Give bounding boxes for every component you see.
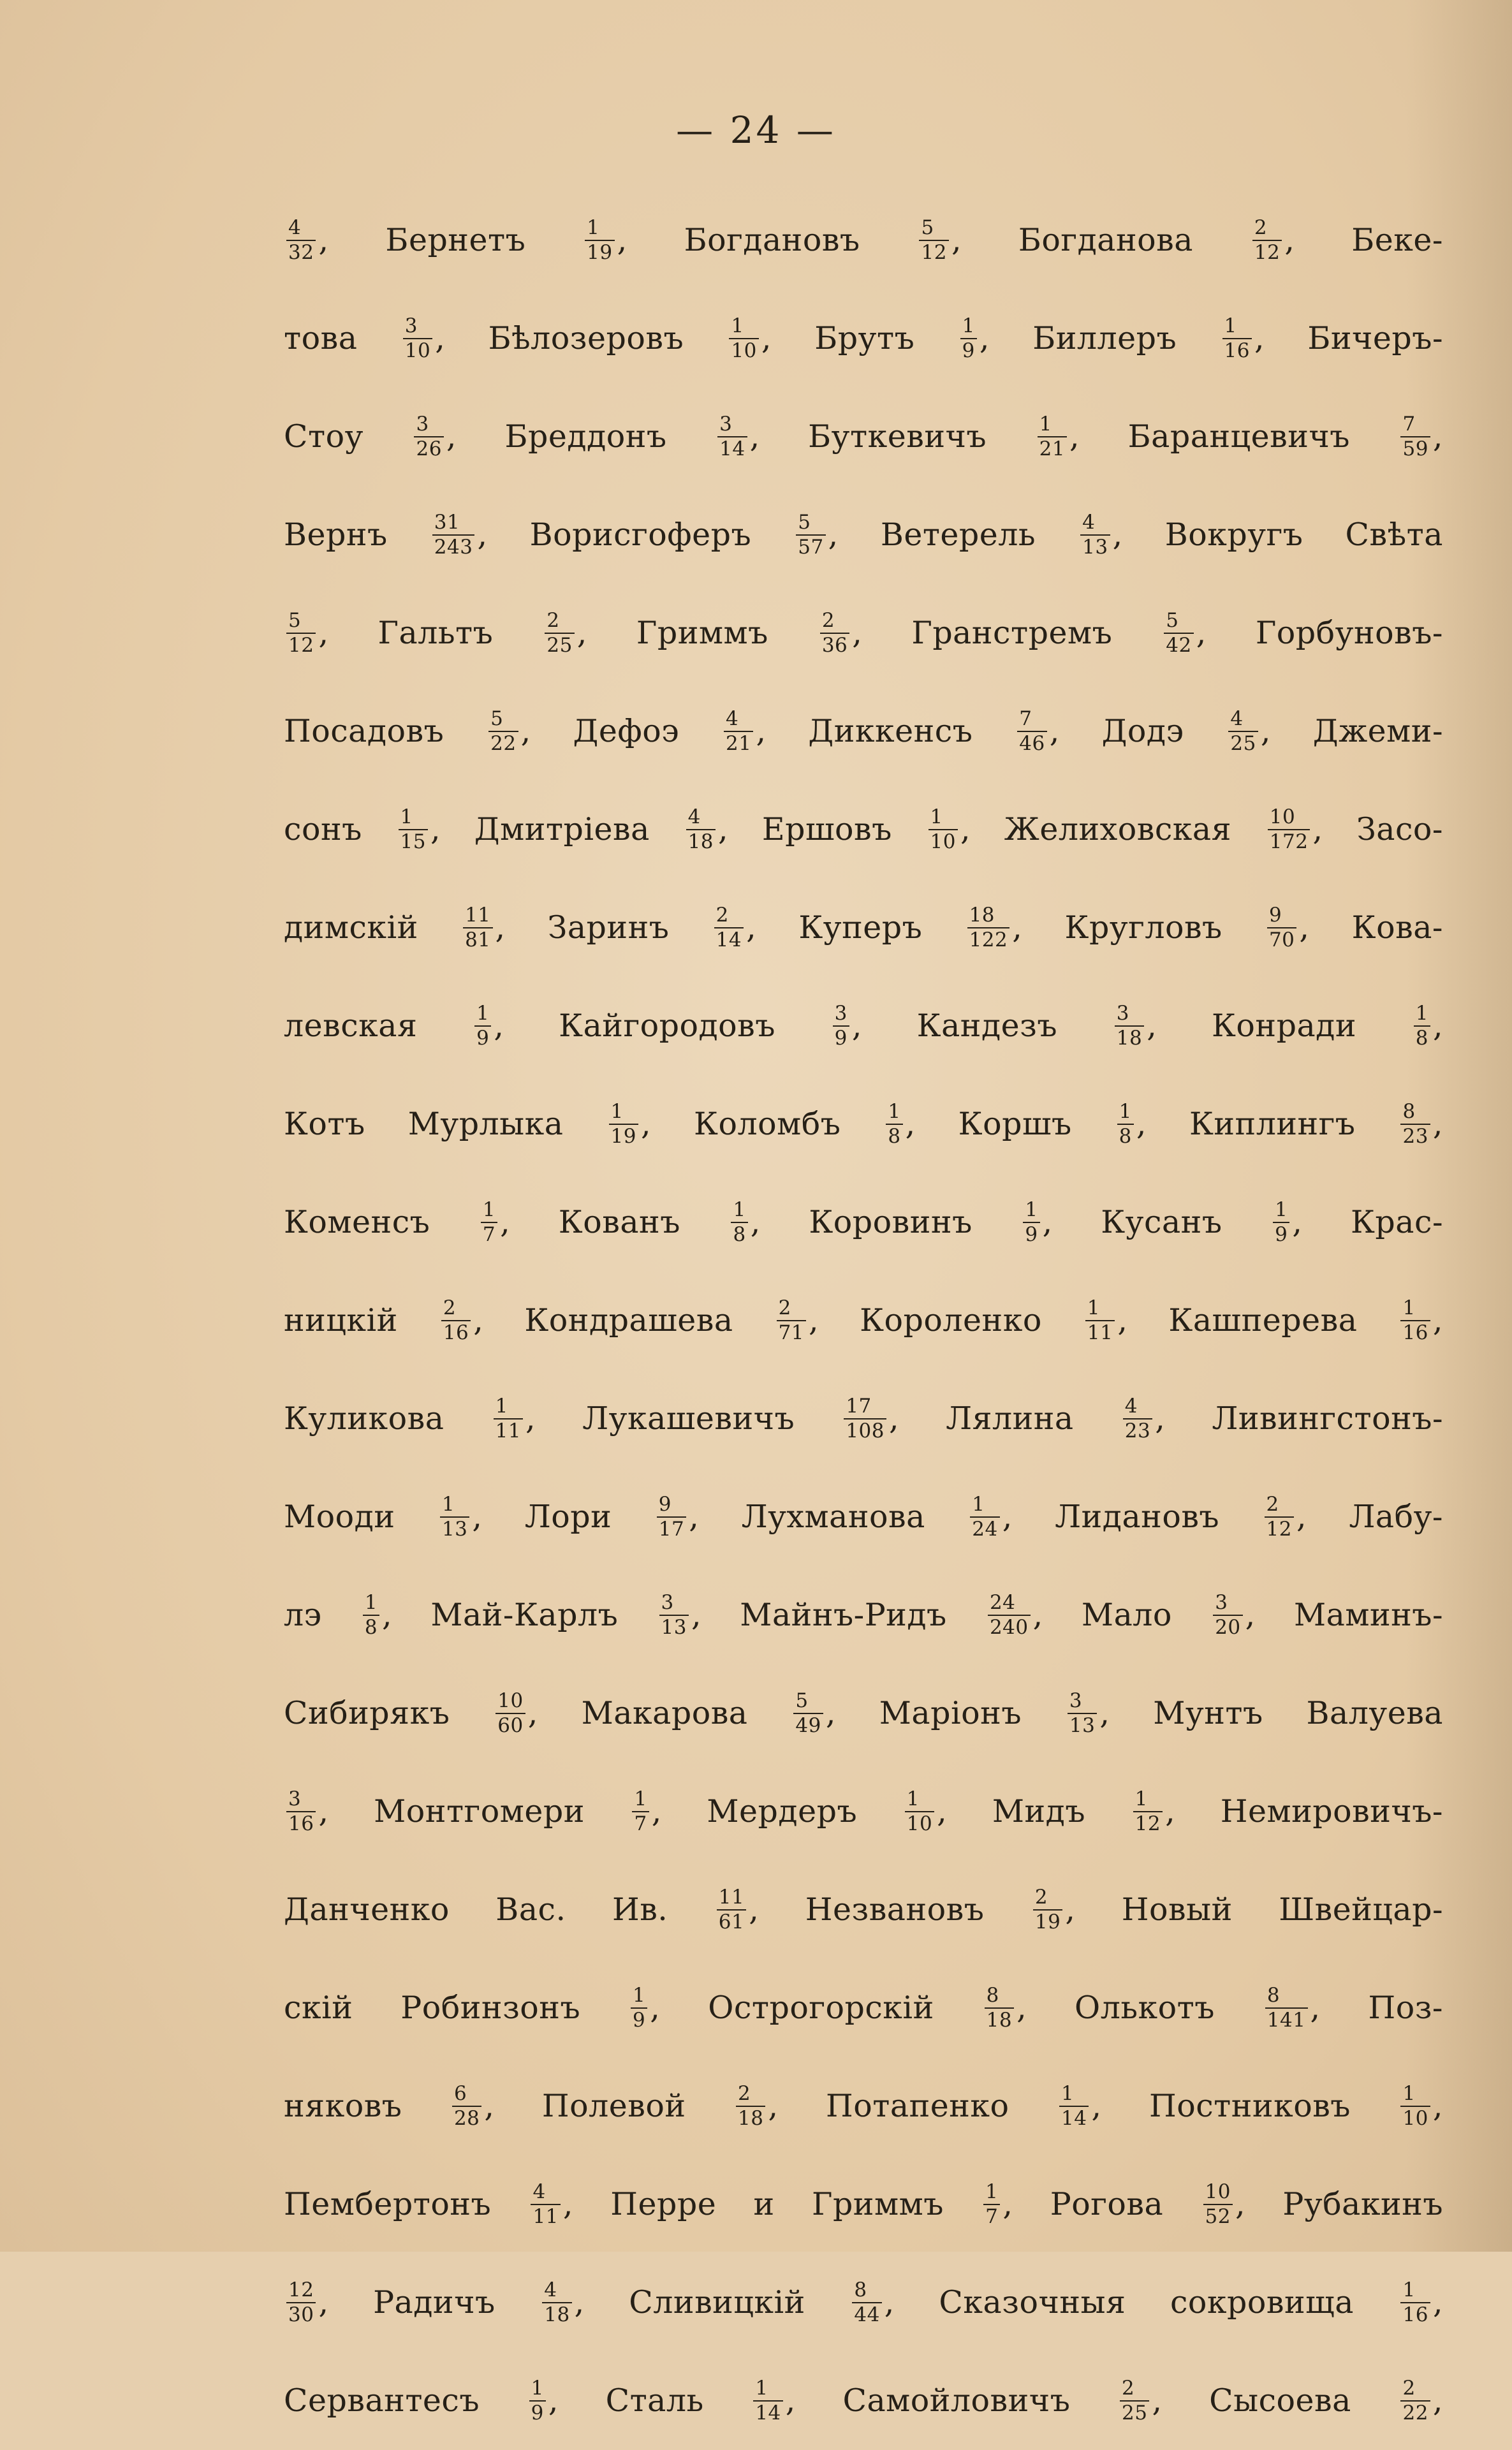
fraction-numerator: 8 [1265, 1986, 1308, 2009]
fraction-numerator: 1 [1038, 414, 1067, 437]
text-line: сонъ $\frac{1}{15}$ , Дмитріева $\frac{4}{18}$ , Ершовъ $\frac{1}{10}$ , Желиховская $\frac{10}{172}$ , Засо- [284, 805, 1443, 853]
text-line: Стоу $\frac{3}{26}$ , Бреддонъ $\frac{3}{14}$ , Буткевичъ $\frac{1}{21}$ , Баранцевичъ $\frac{7}{59}$ , [284, 412, 1443, 460]
text-line: лэ $\frac{1}{8}$ , Май-Карлъ $\frac{3}{13}$ , Майнъ-Ридъ $\frac{24}{240}$ , Мало $\frac{3}{20}$ , Маминъ- [284, 1590, 1444, 1639]
fraction-denominator: 22 [1402, 2401, 1428, 2424]
fraction-denominator: 108 [846, 1419, 884, 1442]
fraction [985, 1983, 1014, 2032]
fraction-denominator: 52 [1205, 2204, 1231, 2228]
fraction-numerator: 1 [1059, 2084, 1089, 2107]
fraction-numerator: 1 [1117, 1102, 1134, 1125]
fraction-denominator: 44 [854, 2303, 880, 2326]
fraction-denominator: 81 [465, 928, 491, 951]
fraction [717, 1885, 746, 1933]
text-line: Куликова $\frac{1}{11}$ , Лукашевичъ $\frac{17}{108}$ , Лялина $\frac{4}{23}$ , Ливингстонъ- [284, 1394, 1444, 1442]
fraction-denominator: 16 [443, 1321, 469, 1344]
fraction [1400, 1298, 1430, 1343]
fraction-denominator: 8 [733, 1222, 746, 1246]
fraction-denominator: 141 [1266, 2008, 1306, 2032]
fraction-denominator: 22 [490, 731, 517, 755]
fraction-denominator: 23 [1124, 1419, 1151, 1442]
fraction-numerator: 4 [686, 807, 716, 830]
fraction [1265, 1983, 1308, 2032]
fraction-denominator: 243 [434, 535, 473, 559]
fraction-numerator: 1 [753, 2379, 782, 2402]
text-line: Сервантесъ $\frac{1}{9}$ , Сталь $\frac{1}{14}$ , Самойловичъ $\frac{2}{25}$ , Сысоева $\frac{2}{22}$ , [284, 2376, 1443, 2424]
fraction [919, 218, 948, 263]
fraction-numerator: 3 [286, 1789, 316, 1812]
fraction-denominator: 9 [476, 1026, 490, 1050]
fraction-numerator: 7 [1400, 414, 1430, 437]
fraction-numerator: 1 [399, 807, 428, 830]
fraction-denominator: 9 [633, 2008, 646, 2032]
fraction-denominator: 60 [497, 1713, 524, 1737]
fraction-denominator: 32 [288, 240, 314, 264]
fraction-numerator: 31 [432, 513, 475, 536]
fraction [1164, 608, 1193, 657]
fraction-denominator: 20 [1215, 1615, 1241, 1639]
fraction-denominator: 28 [453, 2106, 480, 2130]
fraction-numerator: 18 [967, 906, 1010, 928]
text-line: левская $\frac{1}{9}$ , Кайгородовъ $\frac{3}{9}$ , Кандезъ $\frac{3}{18}$ , Конради $\frac{1}{8}$ , [284, 1001, 1444, 1050]
fraction-numerator: 10 [495, 1691, 525, 1714]
fraction-denominator: 21 [726, 731, 752, 755]
fraction-numerator: 3 [1068, 1691, 1097, 1714]
fraction [1123, 1394, 1152, 1442]
fraction [495, 1691, 525, 1736]
fraction-numerator: 2 [545, 611, 574, 634]
fraction-denominator: 18 [687, 830, 714, 853]
fraction [1117, 1099, 1134, 1148]
fraction-numerator: 1 [585, 218, 614, 241]
fraction-numerator: 3 [833, 1004, 849, 1027]
fraction-denominator: 8 [364, 1615, 378, 1639]
fraction-numerator: 3 [1213, 1593, 1242, 1616]
fraction-denominator: 7 [634, 1812, 647, 1835]
text-line: Сибирякъ $\frac{10}{60}$ , Макарова $\frac{5}{49}$ , Маріонъ $\frac{3}{13}$ , Мунтъ Валуева [284, 1689, 1444, 1737]
text-line: Коменсъ $\frac{1}{7}$ , Кованъ $\frac{1}{8}$ , Коровинъ $\frac{1}{9}$ , Кусанъ $\frac{1}{9}$ , Крас- [284, 1198, 1443, 1246]
fraction-numerator: 3 [1115, 1004, 1144, 1027]
fraction-denominator: 19 [1034, 1910, 1061, 1933]
fraction [403, 316, 432, 361]
fraction-denominator: 13 [661, 1615, 687, 1639]
text-line: Вернъ $\frac{31}{243}$ , Ворисгоферъ $\frac{5}{57}$ , Ветерель $\frac{4}{13}$ , Вокругъ Свѣта [284, 510, 1443, 559]
fraction-denominator: 18 [1116, 1026, 1143, 1050]
fraction [286, 2280, 316, 2325]
fraction-denominator: 14 [719, 437, 745, 460]
fraction-denominator: 15 [400, 830, 426, 853]
fraction-numerator: 17 [844, 1397, 886, 1419]
fraction-numerator: 11 [463, 906, 492, 928]
fraction-denominator: 11 [532, 2204, 559, 2228]
fraction-numerator: 5 [919, 218, 948, 241]
fraction-denominator: 12 [921, 240, 947, 264]
fraction [1068, 1691, 1097, 1736]
index-text-block [284, 191, 1443, 2450]
fraction-denominator: 19 [610, 1124, 636, 1148]
fraction-denominator: 42 [1166, 633, 1192, 657]
fraction-denominator: 26 [416, 437, 442, 460]
fraction-denominator: 13 [441, 1517, 468, 1541]
fraction-denominator: 9 [962, 339, 975, 362]
fraction-numerator: 1 [983, 2182, 1000, 2205]
fraction [1265, 1492, 1294, 1541]
fraction [286, 218, 316, 263]
fraction-numerator: 1 [886, 1102, 902, 1125]
text-line: Посадовъ $\frac{5}{22}$ , Дефоэ $\frac{4}{21}$ , Диккенсъ $\frac{7}{46}$ , Додэ $\frac{4}{25}$ , Джеми- [284, 707, 1443, 755]
fraction [1120, 2376, 1149, 2424]
fraction-numerator: 1 [1400, 1298, 1430, 1321]
fraction [1203, 2182, 1233, 2227]
fraction-numerator: 5 [488, 709, 518, 732]
fraction-numerator: 1 [1133, 1789, 1163, 1812]
fraction-numerator: 8 [852, 2280, 881, 2303]
fraction-denominator: 8 [888, 1124, 901, 1148]
fraction-numerator: 4 [286, 218, 316, 241]
fraction [724, 709, 753, 754]
fraction-numerator: 1 [970, 1495, 999, 1518]
fraction [414, 414, 443, 459]
fraction-denominator: 9 [1275, 1222, 1288, 1246]
fraction [441, 1298, 471, 1343]
fraction-denominator: 17 [658, 1517, 685, 1541]
fraction-denominator: 61 [718, 1910, 745, 1933]
fraction-numerator: 24 [988, 1593, 1031, 1616]
fraction-numerator: 1 [1023, 1200, 1039, 1223]
fraction [886, 1099, 902, 1148]
fraction-numerator: 1 [1273, 1200, 1289, 1223]
fraction [714, 903, 744, 951]
fraction-numerator: 3 [414, 414, 443, 437]
fraction [286, 608, 316, 657]
fraction [632, 1789, 649, 1834]
fraction [1038, 414, 1067, 459]
fraction-numerator: 4 [531, 2182, 560, 2205]
fraction-denominator: 23 [1402, 1124, 1428, 1148]
fraction-denominator: 11 [1087, 1321, 1113, 1344]
fraction-denominator: 18 [544, 2303, 570, 2326]
fraction-denominator: 14 [1061, 2106, 1087, 2130]
fraction-numerator: 9 [657, 1495, 686, 1518]
fraction-denominator: 9 [834, 1026, 848, 1050]
fraction-denominator: 10 [404, 339, 431, 362]
fraction-denominator: 9 [1025, 1222, 1038, 1246]
fraction-numerator: 11 [717, 1888, 746, 1911]
fraction-denominator: 12 [1266, 1517, 1292, 1541]
fraction-numerator: 2 [1265, 1495, 1294, 1518]
text-line: $\frac{3}{16}$ , Монтгомери $\frac{1}{7}$ , Мердеръ $\frac{1}{10}$ , Мидъ $\frac{1}{12}$ , Немировичъ- [284, 1763, 1443, 1861]
fraction-numerator: 12 [286, 2280, 316, 2303]
fraction-denominator: 172 [1269, 830, 1309, 853]
fraction-denominator: 10 [1402, 2106, 1428, 2130]
fraction [1400, 1099, 1430, 1148]
fraction-numerator: 8 [985, 1986, 1014, 2009]
fraction-denominator: 57 [798, 535, 824, 559]
fraction [1133, 1789, 1163, 1834]
fraction-denominator: 13 [1082, 535, 1108, 559]
fraction [753, 2376, 782, 2424]
fraction-numerator: 10 [1268, 807, 1310, 830]
fraction-denominator: 8 [1119, 1124, 1132, 1148]
fraction [970, 1492, 999, 1541]
fraction-denominator: 122 [969, 928, 1008, 951]
fraction-denominator: 10 [731, 339, 757, 362]
fraction-denominator: 19 [587, 240, 613, 264]
fraction-denominator: 25 [1121, 2401, 1148, 2424]
fraction [928, 807, 958, 852]
fraction-denominator: 14 [755, 2401, 781, 2424]
fraction [960, 316, 977, 361]
fraction-numerator: 2 [714, 906, 744, 928]
text-line: Котъ Мурлыка $\frac{1}{19}$ , Коломбъ $\frac{1}{8}$ , Коршъ $\frac{1}{8}$ , Киплингъ $\frac{8}{23}$ , [284, 1099, 1443, 1148]
fraction-numerator: 1 [494, 1397, 523, 1419]
fraction [1023, 1200, 1039, 1245]
fraction [542, 2280, 571, 2325]
fraction [967, 903, 1010, 951]
fraction [399, 807, 428, 852]
fraction [1085, 1298, 1115, 1343]
fraction-numerator: 5 [796, 513, 825, 536]
fraction-denominator: 25 [1230, 731, 1256, 755]
fraction-numerator: 2 [441, 1298, 471, 1321]
fraction-numerator: 3 [717, 414, 747, 437]
fraction-denominator: 7 [482, 1222, 496, 1246]
fraction-numerator: 1 [1222, 316, 1252, 339]
fraction-numerator: 1 [905, 1789, 934, 1812]
fraction-numerator: 1 [632, 1789, 649, 1812]
fraction [1400, 414, 1430, 459]
fraction [531, 2182, 560, 2227]
fraction [983, 2182, 1000, 2227]
page-number: — 24 — [676, 108, 836, 152]
fraction-numerator: 2 [1120, 2379, 1149, 2402]
fraction-numerator: 1 [529, 2379, 546, 2402]
fraction-numerator: 3 [659, 1593, 689, 1616]
fraction [1267, 903, 1296, 951]
fraction-numerator: 1 [1414, 1004, 1430, 1027]
text-line: скій Робинзонъ $\frac{1}{9}$ , Острогорскій $\frac{8}{18}$ , Олькотъ $\frac{8}{141}$ , Поз- [284, 1983, 1443, 2032]
fraction [852, 2280, 881, 2325]
fraction-numerator: 1 [363, 1593, 379, 1616]
fraction-numerator: 7 [1017, 709, 1046, 732]
text-line: това $\frac{3}{10}$ , Бѣлозеровъ $\frac{1}{10}$ , Брутъ $\frac{1}{9}$ , Биллеръ $\frac{1}{16}$ , Бичеръ- [284, 314, 1444, 362]
fraction [659, 1590, 689, 1639]
fraction [481, 1200, 497, 1245]
fraction-numerator: 4 [1228, 709, 1258, 732]
fraction-denominator: 24 [972, 1517, 998, 1541]
fraction-denominator: 13 [1069, 1713, 1096, 1737]
fraction-numerator: 1 [1400, 2084, 1430, 2107]
fraction-numerator: 3 [403, 316, 432, 339]
fraction-numerator: 4 [724, 709, 753, 732]
text-line: $\frac{4}{32}$ , Бернетъ $\frac{1}{19}$ , Богдановъ $\frac{5}{12}$ , Богданова $\frac{2}{12}$ , Беке- [284, 191, 1443, 290]
fraction [686, 807, 716, 852]
fraction-numerator: 6 [452, 2084, 481, 2107]
fraction-numerator: 1 [729, 316, 758, 339]
fraction [905, 1789, 934, 1834]
fraction [452, 2081, 481, 2130]
fraction [529, 2376, 546, 2424]
fraction-numerator: 1 [928, 807, 958, 830]
fraction-denominator: 8 [1415, 1026, 1428, 1050]
fraction [1400, 2280, 1430, 2325]
fraction-numerator: 4 [1123, 1397, 1152, 1419]
fraction-numerator: 1 [960, 316, 977, 339]
fraction [1115, 1001, 1144, 1050]
fraction [844, 1394, 886, 1442]
fraction-denominator: 21 [1039, 437, 1066, 460]
fraction-numerator: 1 [474, 1004, 491, 1027]
fraction-denominator: 11 [495, 1419, 522, 1442]
fraction [1222, 316, 1252, 361]
fraction [1228, 709, 1258, 754]
fraction-numerator: 1 [440, 1495, 469, 1518]
fraction [777, 1298, 806, 1343]
fraction-denominator: 7 [985, 2204, 999, 2228]
fraction-denominator: 16 [288, 1812, 314, 1835]
fraction [1213, 1590, 1242, 1639]
fraction-numerator: 1 [631, 1986, 647, 2009]
fraction-denominator: 14 [716, 928, 742, 951]
fraction [657, 1492, 686, 1541]
fraction-numerator: 5 [793, 1691, 823, 1714]
text-line: Мооди $\frac{1}{13}$ , Лори $\frac{9}{17}$ , Лухманова $\frac{1}{24}$ , Лидановъ $\frac{2}{12}$ , Лабу- [284, 1492, 1443, 1541]
fraction-denominator: 25 [547, 633, 573, 657]
fraction [736, 2081, 765, 2130]
fraction-numerator: 2 [777, 1298, 806, 1321]
fraction [432, 510, 475, 559]
fraction-denominator: 12 [1254, 240, 1281, 264]
fraction [463, 903, 492, 951]
text-line: Пембертонъ $\frac{4}{11}$ , Перре и Гриммъ $\frac{1}{7}$ , Рогова $\frac{10}{52}$ , Рубакинъ [284, 2180, 1443, 2228]
fraction-denominator: 12 [288, 633, 314, 657]
fraction-denominator: 36 [821, 633, 848, 657]
fraction-denominator: 12 [1134, 1812, 1161, 1835]
fraction-denominator: 9 [531, 2401, 544, 2424]
fraction [1059, 2081, 1089, 2130]
fraction [363, 1590, 379, 1639]
fraction-denominator: 49 [795, 1713, 821, 1737]
fraction-denominator: 71 [778, 1321, 805, 1344]
fraction-denominator: 30 [288, 2303, 314, 2326]
fraction-numerator: 8 [1400, 1102, 1430, 1125]
fraction [585, 218, 614, 263]
fraction [820, 608, 849, 657]
fraction-denominator: 59 [1402, 437, 1428, 460]
fraction [1080, 510, 1110, 559]
fraction [833, 1001, 849, 1050]
fraction [1017, 709, 1046, 754]
fraction-denominator: 46 [1019, 731, 1045, 755]
fraction-numerator: 1 [609, 1102, 638, 1125]
text-line: димскій $\frac{11}{81}$ , Заринъ $\frac{2}{14}$ , Куперъ $\frac{18}{122}$ , Кругловъ $\frac{9}{70}$ , Кова- [284, 903, 1443, 951]
fraction [545, 608, 574, 657]
fraction-numerator: 2 [820, 611, 849, 634]
text-line: няковъ $\frac{6}{28}$ , Полевой $\frac{2}{18}$ , Потапенко $\frac{1}{14}$ , Постниковъ $\frac{1}{10}$ , [284, 2081, 1443, 2130]
fraction-numerator: 1 [1400, 2280, 1430, 2303]
fraction [731, 1200, 747, 1245]
fraction-numerator: 2 [736, 2084, 765, 2107]
fraction-denominator: 10 [930, 830, 956, 853]
fraction-numerator: 2 [1033, 1888, 1062, 1911]
fraction-denominator: 70 [1268, 928, 1295, 951]
fraction [631, 1983, 647, 2032]
fraction [796, 510, 825, 559]
fraction-numerator: 1 [481, 1200, 497, 1223]
fraction-numerator: 5 [286, 611, 316, 634]
fraction [609, 1099, 638, 1148]
fraction-denominator: 18 [986, 2008, 1013, 2032]
fraction-denominator: 16 [1224, 339, 1250, 362]
fraction-numerator: 1 [731, 1200, 747, 1223]
fraction-numerator: 1 [1085, 1298, 1115, 1321]
fraction [1414, 1001, 1430, 1050]
text-line: $\frac{5}{12}$ , Гальтъ $\frac{2}{25}$ , Гриммъ $\frac{2}{36}$ , Гранстремъ $\frac{5}{42}$ , Горбуновъ- [284, 584, 1443, 682]
fraction [494, 1394, 523, 1442]
fraction-denominator: 18 [738, 2106, 764, 2130]
fraction [1033, 1885, 1062, 1933]
fraction [1400, 2376, 1430, 2424]
fraction-numerator: 4 [542, 2280, 571, 2303]
fraction [729, 316, 758, 361]
fraction-numerator: 4 [1080, 513, 1110, 536]
fraction [717, 414, 747, 459]
fraction [440, 1492, 469, 1541]
text-line: Данченко Вас. Ив. $\frac{11}{61}$ , Незвановъ $\frac{2}{19}$ , Новый Швейцар- [284, 1885, 1444, 1933]
fraction-numerator: 5 [1164, 611, 1193, 634]
fraction [793, 1691, 823, 1736]
fraction [1400, 2081, 1430, 2130]
text-line: $\frac{12}{30}$ , Радичъ $\frac{4}{18}$ , Сливицкій $\frac{8}{44}$ , Сказочныя сокровища $\frac{1}{16}$ , [284, 2254, 1443, 2352]
fraction-denominator: 16 [1402, 1321, 1428, 1344]
fraction [488, 709, 518, 754]
text-line: ницкій $\frac{2}{16}$ , Кондрашева $\frac{2}{71}$ , Короленко $\frac{1}{11}$ , Кашперева $\frac{1}{16}$ , [284, 1296, 1443, 1344]
fraction-numerator: 2 [1252, 218, 1282, 241]
fraction-denominator: 16 [1402, 2303, 1428, 2326]
fraction [474, 1001, 491, 1050]
fraction [1273, 1200, 1289, 1245]
fraction [286, 1789, 316, 1834]
fraction-numerator: 10 [1203, 2182, 1233, 2205]
fraction [988, 1590, 1031, 1639]
fraction [1268, 807, 1310, 852]
fraction-denominator: 240 [989, 1615, 1029, 1639]
fraction-denominator: 10 [906, 1812, 933, 1835]
fraction-numerator: 9 [1267, 906, 1296, 928]
fraction [1252, 218, 1282, 263]
fraction-numerator: 2 [1400, 2379, 1430, 2402]
